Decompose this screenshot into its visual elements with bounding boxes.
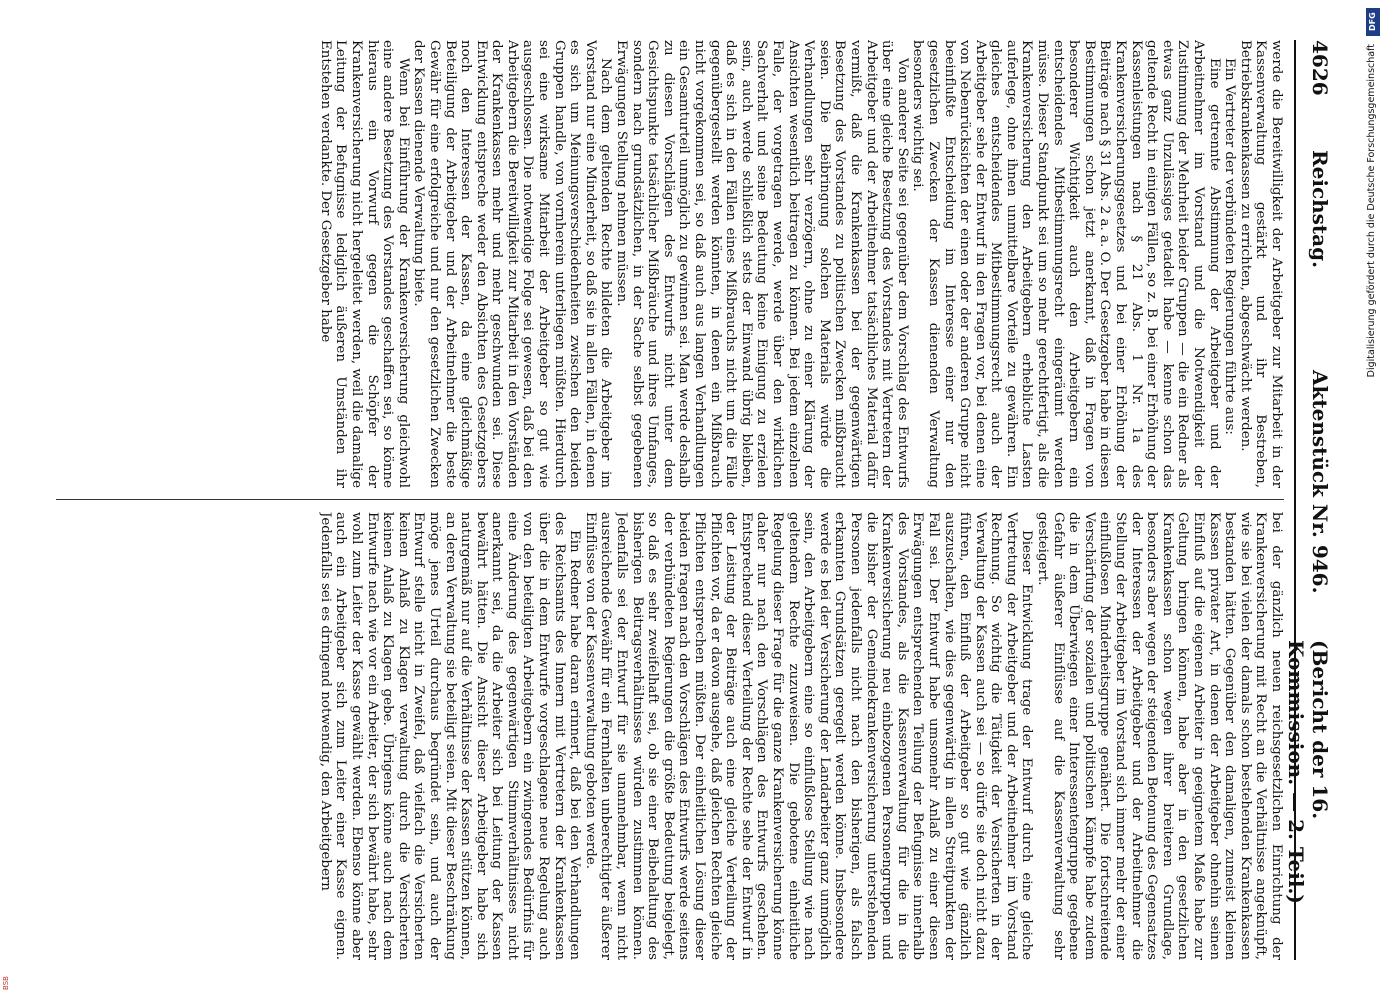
paragraph: Nach dem geltenden Rechte bildeten die Arbeitgeber im Vorstand nur eine Minderheit, so daß sie in allen Fällen, in denen es sich um Meinungsverschiedenheiten zwischen den beiden Gruppen handle, von vornherein unterliegen müßten. Hierdurch sei eine wirksame Mitarbeit der Arbeitgeber so gut wie ausgeschlossen. Die notwendige Folge sei gewesen, daß bei den Arbeitgebern die Bereitwilligkeit zur Mitarbeit in den Vorständen der Krankenkassen mehr und mehr geschwunden sei. Diese Entwicklung entspreche weder den Absichten des Gesetzgebers noch den Interessen der Kassen, da eine gleichmäßige Beteiligung der Arbeitgeber und der Arbeitnehmer die beste Gewähr für eine erfolgreiche und nur den gesetzlichen Zwecken der Kassen dienende Verwaltung biete. xyxy=(411,40,614,488)
bsb-mark: BSB xyxy=(2,976,10,990)
digitization-credit: Digitalisierung gefördert durch die Deutsche Forschungsgemeinschaft xyxy=(1366,44,1377,378)
paragraph: Eine getrennte Abstimmung der Arbeitgeber und der Arbeitnehmer im Vorstand und die Notwendigkeit der Zustimmung der Mehrheit beider Gruppen — die ein Redner als etwas ganz Unzulässiges getadelt habe — kenne schon das geltende Recht in einigen Fällen, so z. B. bei einer Erhöhung der Kassenleistungen nach § 21 Abs. 1 Nr. 1a des Krankenversicherungsgesetzes und bei einer Erhöhung der Beiträge nach § 31 Abs. 2 a. a. O. Der Gesetzgeber habe in diesen Bestimmungen schon jetzt anerkannt, daß in Fragen von besonderer Wichtigkeit auch den Arbeitgebern ein entscheidendes Mitbestimmungsrecht eingeräumt werden müsse. Dieser Standpunkt sei um so mehr gerechtfertigt, als die Krankenversicherung den Arbeitgebern erhebliche Lasten auferlege, ohne ihnen unmittelbare Vorteile zu gewähren. Ein gleiches entscheidendes Mitbestimmungsrecht auch der Arbeitgeber sehe der Entwurf in den Fragen vor, bei denen eine von Nebenrücksichten der einen oder der anderen Gruppe nicht beeinflußte Entscheidung im Interesse einer nur den gesetzlichen Zwecken der Kassen dienenden Verwaltung besonders wichtig sei. xyxy=(910,40,1222,488)
right-column xyxy=(56,512,1284,960)
left-column xyxy=(56,40,1284,488)
column-divider xyxy=(56,499,1284,500)
header-bericht: (Bericht der 16. Kommission. — 2. Teil.) xyxy=(1284,640,1332,904)
paragraph: Ein Redner habe daran erinnert, daß bei den Verhandlungen des Reichsamts des Innern mit Vertretern der Krankenkassen über die in dem Entwurfe vorgeschlagene neue Regelung auch von den beteiligten Arbeitgebern ein zwingendes Bedürfnis für eine Änderung des gegenwärtigen Stimmverhältnisses nicht anerkannt sei, da die Arbeiter sich bei Leitung der Kassen bewährt hätten. Die Ansicht dieser Arbeitgeber habe sich naturgemäß nur auf die Verhältnisse der Kassen stützen können, an deren Verwaltung sie beteiligt seien. Mit dieser Beschränkung möge jenes Urteil durchaus begründet sein, und auch der Entwurf stelle nicht in Zweifel, daß vielfach die Versicherten keinen Anlaß zu Klagen verwaltung durch die Versicherten keinen Anlaß zu Klagen gebe. Übrigens könne auch nach dem Entwurfe nach wie vor ein Arbeiter, der sich bewährt habe, sehr wohl zum Leiter der Kasse gewählt werden. Ebenso könne aber auch ein Arbeitgeber sich zum Leiter einer Kasse eignen. Jedenfalls sei es dringend notwendig, den Arbeitgebern xyxy=(317,512,583,960)
paragraph: Von anderer Seite sei gegenüber dem Vorschlag des Entwurfs über eine gleiche Besetzung des Vorstandes mit Vertretern der Arbeitgeber und der Arbeitnehmer tatsächliches Material dafür vermißt, daß die Krankenkassen bei der gegenwärtigen Besetzung des Vorstandes zu politischen Zwecken mißbraucht seien. Die Beibringung solchen Materials würde die Verhandlungen sehr verzögern, ohne zu einer Klärung der Ansichten wesentlich beitragen zu können. Bei jedem einzelnen Falle, der vorgetragen werde, werde über den wirklichen Sachverhalt und seine Bedeutung keine Einigung zu erzielen sein, auch werde schließlich stets der Einwand übrig bleiben, daß es sich in den Fällen eines Mißbrauchs nicht um die Fälle gegenübergestellt werden könnten, in denen ein Mißbrauch nicht vorgekommen sei, so daß auch aus langen Verhandlungen ein Gesamturteil unmöglich zu gewinnen sei. Man werde deshalb zu diesen Vorschlägen des Entwurfs nicht unter dem Gesichtspunkte tatsächlicher Mißbräuche und ihres Umfanges, sondern nach grundsätzlichen, in der Sache selbst gegebenen Erwägungen Stellung nehmen müssen. xyxy=(614,40,910,488)
dfg-logo: DFG xyxy=(1366,8,1380,36)
paragraph: bei der gänzlich neuen reichsgesetzlichen Einrichtung der Krankenversicherung mit Recht an die Verhältnisse angeknüpft, wie sie bei vielen der damals schon bestehenden Krankenkassen bestanden hätten. Gegenüber den damaligen, zumeist kleinen Kassen privater Art, in denen der Arbeitgeber ohnehin seinen Einfluß auf die eigenen Arbeiter in geeignetem Maße habe zur Geltung bringen können, habe aber in den gesetzlichen Krankenkassen schon wegen ihrer breiteren Grundlage, besonders aber wegen der steigenden Betonung des Gegensatzes der Interessen der Arbeitgeber und der Arbeitnehmer die Stellung der Arbeitgeber im Vorstand sich immer mehr der einer einflußlosen Minderheitsgruppe genähert. Die fortschreitende Verschärfung der sozialen und politischen Kämpfe habe zudem die in dem Überwiegen einer Interessentengruppe gegebene Gefahr äußerer Einflüsse auf die Kassenverwaltung sehr gesteigert. xyxy=(1035,512,1284,960)
page-number: 4626 xyxy=(1308,40,1332,96)
header-aktenstueck: Aktenstück Nr. 946. xyxy=(1308,370,1332,594)
page-header xyxy=(1284,40,1336,960)
paragraph: werde die Bereitwilligkeit der Arbeitgeber zur Mitarbeit in der Kassenverwaltung gestärkt und ihr Bestreben, Betriebskrankenkassen zu errichten, abgeschwächt werden. xyxy=(1237,40,1284,488)
paragraph: Ein Vertreter der verbündeten Regierungen führte aus: xyxy=(1222,58,1238,435)
paragraph: Wenn bei Einführung der Krankenversicherung gleichwohl eine andere Besetzung des Vorstandes geschaffen sei, so könne hieraus ein Vorwurf gegen die Schöpfer der Krankenversicherung nicht hergeleitet werden, weil die damalige Leitung der Befugnisse lediglich äußeren Umständen ihr Entstehen verdankte. Der Gesetzgeber habe xyxy=(317,40,411,488)
header-rule xyxy=(1294,40,1296,960)
header-reichstag: Reichstag. xyxy=(1308,150,1332,269)
paragraph: Dieser Entwicklung trage der Entwurf durch eine gleiche Vertretung der Arbeitgeber und der Arbeitnehmer im Vorstand Rechnung. So wichtig die Tätigkeit der Versicherten in der Verwaltung der Kassen auch sei — so dürfe sie doch nicht dazu führen, den Einfluß der Arbeitgeber so gut wie gänzlich auszuschalten, wie dies gegenwärtig in allen Streitpunkten der Fall sei. Der Entwurf habe umsomehr Anlaß zu einer diesen Erwägungen entsprechenden Teilung der Befugnisse innerhalb des Vorstandes, als die Kassenverwaltung für die in die Krankenversicherung neu einbezogenen Personengruppen und die bisher der Gemeindekrankenversicherung unterstehenden Personen jedenfalls nicht nach den bisherigen, als falsch erkannten Grundsätzen geregelt werden könne. Insbesondere werde es bei der Versicherung der Landarbeiter ganz unmöglich sein, den Arbeitgebern eine so einflußlose Stellung wie nach geltendem Rechte zuzuweisen. Die gebotene einheitliche Regelung dieser Frage für die ganze Krankenversicherung könne daher nur nach den Vorschlägen des Entwurfs geschehen. Entsprechend dieser Verteilung der Rechte sehe der Entwurf in der Leistung der Beiträge auch eine gleiche Verteilung der Pflichten vor, da er davon ausgehe, daß gleichen Rechten gleiche Pflichten entsprechen müßten. Der einheitlichen Lösung dieser beiden Fragen nach den Vorschlägen des Entwurfs werde seitens der verbündeten Regierungen die größte Bedeutung beigelegt, so daß es sehr zweifelhaft sei, ob sie einer Beibehaltung des bisherigen Beitragsverhältnisses würden zustimmen können. Jedenfalls sei der Entwurf für sie unannehmbar, wenn nicht ausreichende Gewähr für ein Fernhalten unberechtigter äußerer Einflüsse von der Kassenverwaltung geboten werde. xyxy=(582,512,1035,960)
